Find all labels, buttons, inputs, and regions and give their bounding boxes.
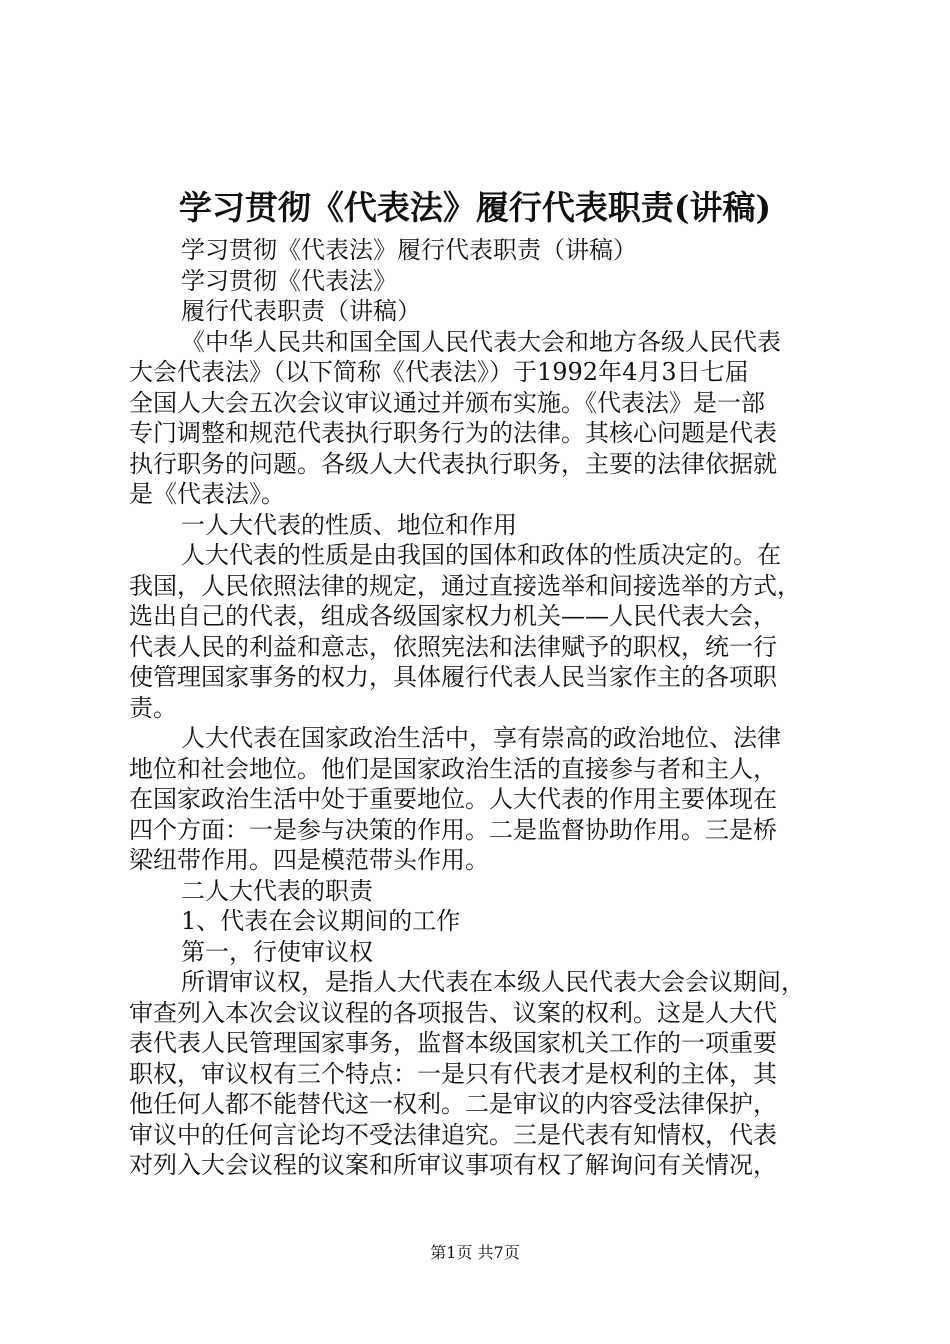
text-line: 在国家政治生活中处于重要地位。人大代表的作用主要体现在 xyxy=(129,785,777,813)
text-line: 专门调整和规范代表执行职务行为的法律。其核心问题是代表 xyxy=(129,419,777,447)
page-footer: 第1页 共7页 xyxy=(430,1243,520,1262)
text-line: 代表人民的利益和意志，依照宪法和法律赋予的职权，统一行 xyxy=(129,632,777,661)
text-line: 审议中的任何言论均不受法律追究。三是代表有知情权，代表 xyxy=(129,1120,777,1149)
text-line: 所谓审议权，是指人大代表在本级人民代表大会会议期间， xyxy=(181,968,805,996)
text-line: 《中华人民共和国全国人民代表大会和地方各级人民代表 xyxy=(181,327,781,356)
text-line: 学习贯彻《代表法》 xyxy=(181,266,397,295)
text-line: 人大代表在国家政治生活中，享有崇高的政治地位、法律 xyxy=(181,724,781,752)
text-line: 地位和社会地位。他们是国家政治生活的直接参与者和主人， xyxy=(129,754,777,783)
text-line: 大会代表法》（以下简称《代表法》）于1992年4月3日七届 xyxy=(129,358,749,386)
text-line: 审查列入本次会议议程的各项报告、议案的权利。这是人大代 xyxy=(129,998,777,1027)
document-body xyxy=(129,235,833,1181)
text-line: 我国，人民依照法律的规定，通过直接选举和间接选举的方式， xyxy=(129,571,801,600)
text-line: 他任何人都不能替代这一权利。二是审议的内容受法律保护， xyxy=(129,1090,777,1118)
subsection-heading: 第一，行使审议权 xyxy=(181,937,373,966)
text-line: 选出自己的代表，组成各级国家权力机关——人民代表大会， xyxy=(129,602,777,630)
document-title: 学习贯彻《代表法》履行代表职责(讲稿) xyxy=(178,188,772,227)
subsection-heading: 1、代表在会议期间的工作 xyxy=(181,907,461,935)
text-line: 四个方面：一是参与决策的作用。二是监督协助作用。三是桥 xyxy=(129,815,777,844)
text-line: 梁纽带作用。四是模范带头作用。 xyxy=(129,846,489,874)
text-line: 全国人大会五次会议审议通过并颁布实施。《代表法》是一部 xyxy=(129,388,765,417)
text-line: 表代表人民管理国家事务，监督本级国家机关工作的一项重要 xyxy=(129,1029,777,1057)
text-line: 责。 xyxy=(129,693,177,722)
text-line: 职权，审议权有三个特点：一是只有代表才是权利的主体，其 xyxy=(129,1059,777,1088)
section-heading: 一人大代表的性质、地位和作用 xyxy=(181,510,517,539)
text-line: 人大代表的性质是由我国的国体和政体的性质决定的。在 xyxy=(181,541,781,569)
text-line: 执行职务的问题。各级人大代表执行职务，主要的法律依据就 xyxy=(129,449,777,478)
text-line: 学习贯彻《代表法》履行代表职责（讲稿） xyxy=(181,236,637,264)
text-line: 是《代表法》。 xyxy=(129,480,285,508)
text-line: 对列入大会议程的议案和所审议事项有权了解询问有关情况， xyxy=(129,1151,777,1179)
section-heading: 二人大代表的职责 xyxy=(181,876,373,905)
text-line: 履行代表职责（讲稿） xyxy=(181,297,421,325)
text-line: 使管理国家事务的权力，具体履行代表人民当家作主的各项职 xyxy=(129,663,777,691)
